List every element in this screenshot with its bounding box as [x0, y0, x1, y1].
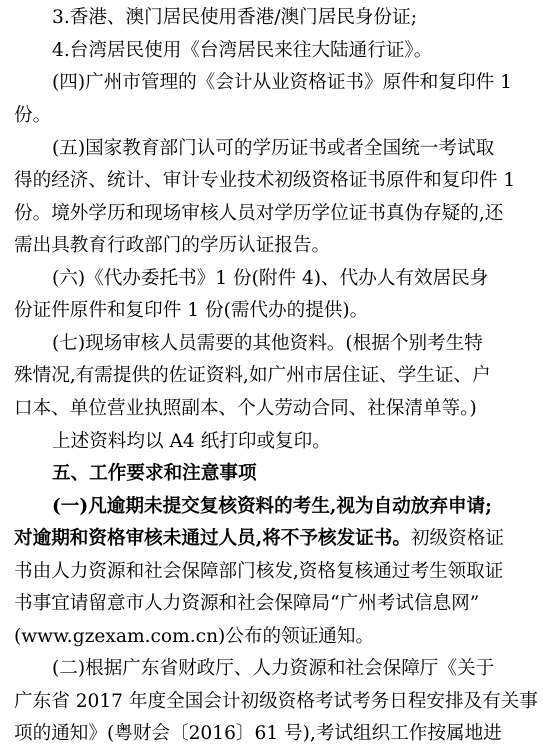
text-line-3 — [52, 65, 543, 101]
line-text: (四)广州市管理的《会计从业资格证书》原件和复印件 1 — [52, 72, 512, 93]
line-text: (六)《代办委托书》1 份(附件 4)、代办人有效居民身 — [52, 268, 489, 289]
line-text: 书事宜请留意市人力资源和社会保障局“广州考试信息网” — [14, 593, 480, 614]
text-line-14 — [52, 424, 543, 460]
text-line-8 — [14, 228, 543, 264]
line-text: 得的经济、统计、审计专业技术初级资格证书原件和复印件 1 — [14, 170, 516, 191]
section-heading — [52, 456, 543, 492]
line-text: 份证件原件和复印件 1 份(需代办的提供)。 — [14, 300, 369, 321]
line-text: 上述资料均以 A4 纸打印或复印。 — [52, 431, 331, 452]
line-text: 需出具教育行政部门的学历认证报告。 — [14, 235, 331, 256]
text-line-12 — [14, 358, 543, 394]
text-line-18 — [14, 554, 543, 590]
text-line-17 — [14, 521, 543, 557]
line-text: 殊情况,有需提供的佐证资料,如广州市居住证、学生证、户 — [14, 365, 491, 386]
text-line-5 — [52, 131, 543, 167]
text-line-19 — [14, 586, 543, 622]
text-line-4 — [14, 98, 543, 134]
line-text: 项的通知》(粤财会〔2016〕61 号),考试组织工作按属地进 — [14, 723, 502, 744]
line-text: 口本、单位营业执照副本、个人劳动合同、社保清单等。) — [14, 398, 477, 419]
line-text: 3.香港、澳门居民使用香港/澳门居民身份证; — [52, 7, 417, 28]
text-line-7 — [14, 196, 543, 232]
text-line-1 — [52, 0, 543, 36]
line-text: (www.gzexam.com.cn)公布的领证通知。 — [14, 626, 375, 647]
line-text-bold: 对逾期和资格审核未通过人员,将不予核发证书。 — [14, 528, 411, 549]
line-text: (二)根据广东省财政厅、人力资源和社会保障厅《关于 — [52, 658, 495, 679]
text-line-21 — [52, 651, 543, 687]
text-line-10 — [14, 293, 543, 329]
text-line-20 — [14, 619, 543, 655]
line-text: (一)凡逾期未提交复核资料的考生,视为自动放弃申请; — [52, 496, 492, 517]
line-text: 广东省 2017 年度全国会计初级资格考试考务日程安排及有关事 — [14, 691, 538, 712]
line-text: 4.台湾居民使用《台湾居民来往大陆通行证》。 — [52, 40, 433, 61]
line-text: 份。境外学历和现场审核人员对学历学位证书真伪存疑的,还 — [14, 203, 504, 224]
text-line-23 — [14, 716, 543, 752]
line-text: (五)国家教育部门认可的学历证书或者全国统一考试取 — [52, 138, 495, 159]
line-text: 书由人力资源和社会保障部门核发,资格复核通过考生领取证 — [14, 561, 504, 582]
text-line-11 — [52, 326, 543, 362]
text-line-2 — [52, 33, 543, 69]
text-line-6 — [14, 163, 543, 199]
text-line-16 — [52, 489, 543, 525]
text-line-13 — [14, 391, 543, 427]
line-text-normal: 初级资格证 — [410, 528, 504, 549]
line-text: (七)现场审核人员需要的其他资料。(根据个别考生特 — [52, 333, 483, 354]
text-line-22 — [14, 684, 543, 720]
line-text: 五、工作要求和注意事项 — [52, 463, 257, 484]
line-text: 份。 — [14, 105, 52, 126]
text-line-9 — [52, 261, 543, 297]
